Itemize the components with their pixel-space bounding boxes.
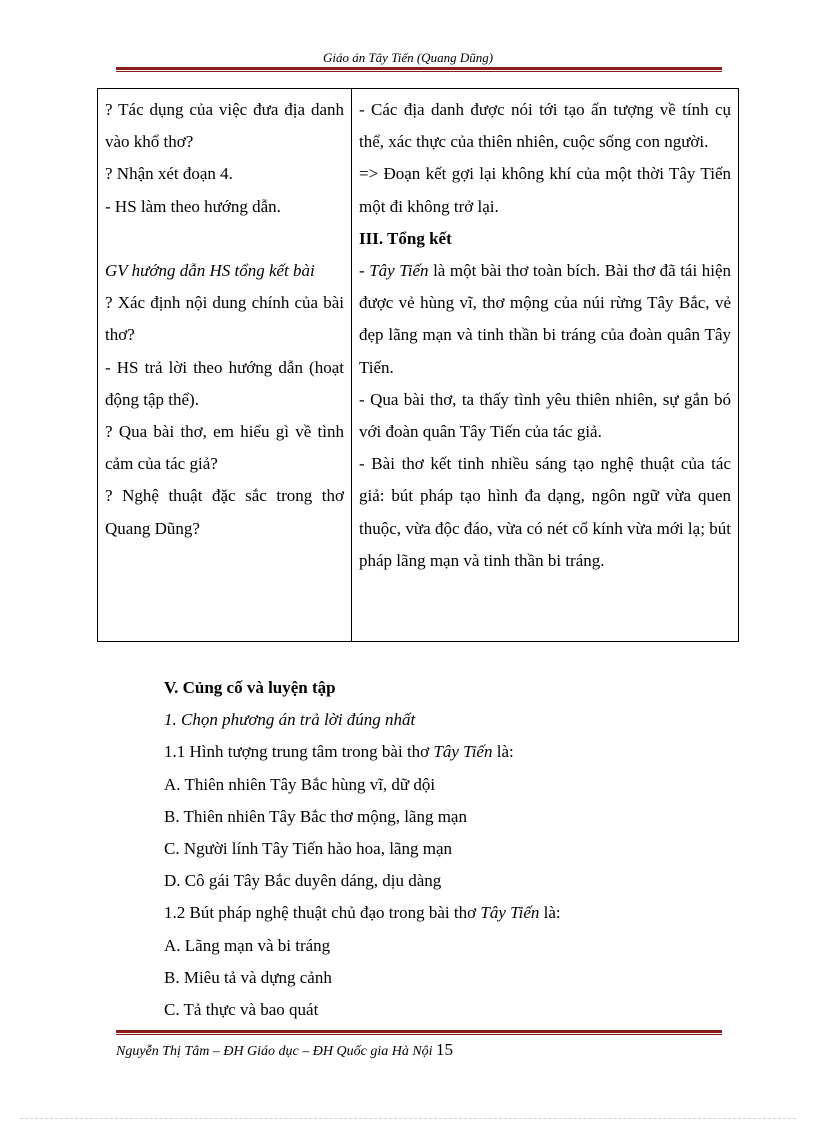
lesson-table — [97, 88, 739, 642]
header-rule — [116, 67, 722, 72]
question-1-2-option-c: C. Tả thực và bao quát — [164, 1000, 319, 1020]
left-teacher-guide: GV hướng dẫn HS tổng kết bài — [105, 261, 315, 280]
question-1-1: 1.1 Hình tượng trung tâm trong bài thơ Tây Tiến là: — [164, 742, 514, 762]
left-question-place-names: ? Tác dụng của việc đưa địa danh vào khổ thơ? — [105, 100, 344, 152]
section-subheading: 1. Chọn phương án trả lời đúng nhất — [164, 710, 416, 730]
right-place-names-effect: - Các địa danh được nói tới tạo ấn tượng về tính cụ thể, xác thực của thiên nhiên, cuộc sống con người. — [359, 100, 731, 152]
question-1-1-option-a: A. Thiên nhiên Tây Bắc hùng vĩ, dữ dội — [164, 774, 436, 794]
left-student-task: - HS làm theo hướng dẫn. — [105, 196, 281, 216]
right-ending-summary: => Đoạn kết gợi lại không khí của một thời Tây Tiến một đi không trở lại. — [359, 164, 731, 216]
left-question-main-content: ? Xác định nội dung chính của bài thơ? — [105, 293, 344, 345]
right-art-features: - Bài thơ kết tinh nhiều sáng tạo nghệ thuật của tác giả: bút pháp tạo hình đa dạng, ngôn ngữ vừa quen thuộc, vừa độc đáo, vừa có nét cổ kính vừa mới lạ; bút pháp lãng mạn và tinh thần bi tráng. — [359, 454, 731, 570]
teacher-student-activities-cell — [98, 89, 352, 642]
practice-section — [164, 672, 734, 1026]
question-1-1-option-b: B. Thiên nhiên Tây Bắc thơ mộng, lãng mạn — [164, 806, 467, 826]
footer-rule — [116, 1030, 722, 1035]
section-heading: V. Củng cố và luyện tập — [164, 678, 336, 697]
page-edge-divider — [20, 1118, 796, 1119]
question-1-2-option-a: A. Lãng mạn và bi tráng — [164, 935, 331, 955]
poem-title-emphasis: Tây Tiến — [369, 261, 429, 281]
page-footer — [116, 1040, 453, 1060]
right-author-feelings: - Qua bài thơ, ta thấy tình yêu thiên nhiên, sự gắn bó với đoàn quân Tây Tiến của tác giả. — [359, 389, 731, 442]
footer-author: Nguyễn Thị Tâm – ĐH Giáo dục – ĐH Quốc gia Hà Nội — [116, 1044, 437, 1059]
question-1-1-option-d: D. Cô gái Tây Bắc duyên dáng, dịu dàng — [164, 871, 442, 891]
question-1-2: 1.2 Bút pháp nghệ thuật chủ đạo trong bài thơ Tây Tiến là: — [164, 903, 561, 923]
left-student-answer: - HS trả lời theo hướng dẫn (hoạt động tập thể). — [105, 357, 344, 409]
page-header-title: Giáo án Tây Tiến (Quang Dũng) — [322, 50, 494, 65]
right-summary-heading: III. Tổng kết — [359, 228, 452, 248]
lesson-content-cell — [352, 89, 739, 642]
left-question-art: ? Nghệ thuật đặc sắc trong thơ Quang Dũng? — [105, 486, 344, 538]
right-summary-content: - Tây Tiến là một bài thơ toàn bích. Bài thơ đã tái hiện được vẻ hùng vĩ, thơ mộng của núi rừng Tây Bắc, vẻ đẹp lãng mạn và tinh thần bi tráng của đoàn quân Tây Tiến. — [359, 261, 731, 377]
left-question-author-feelings: ? Qua bài thơ, em hiểu gì về tình cảm của tác giả? — [105, 422, 344, 474]
page-number: 15 — [436, 1040, 454, 1059]
question-1-1-option-c: C. Người lính Tây Tiến hào hoa, lãng mạn — [164, 839, 452, 859]
question-1-2-option-b: B. Miêu tả và dựng cảnh — [164, 967, 332, 987]
left-question-stanza-4: ? Nhận xét đoạn 4. — [105, 164, 233, 184]
